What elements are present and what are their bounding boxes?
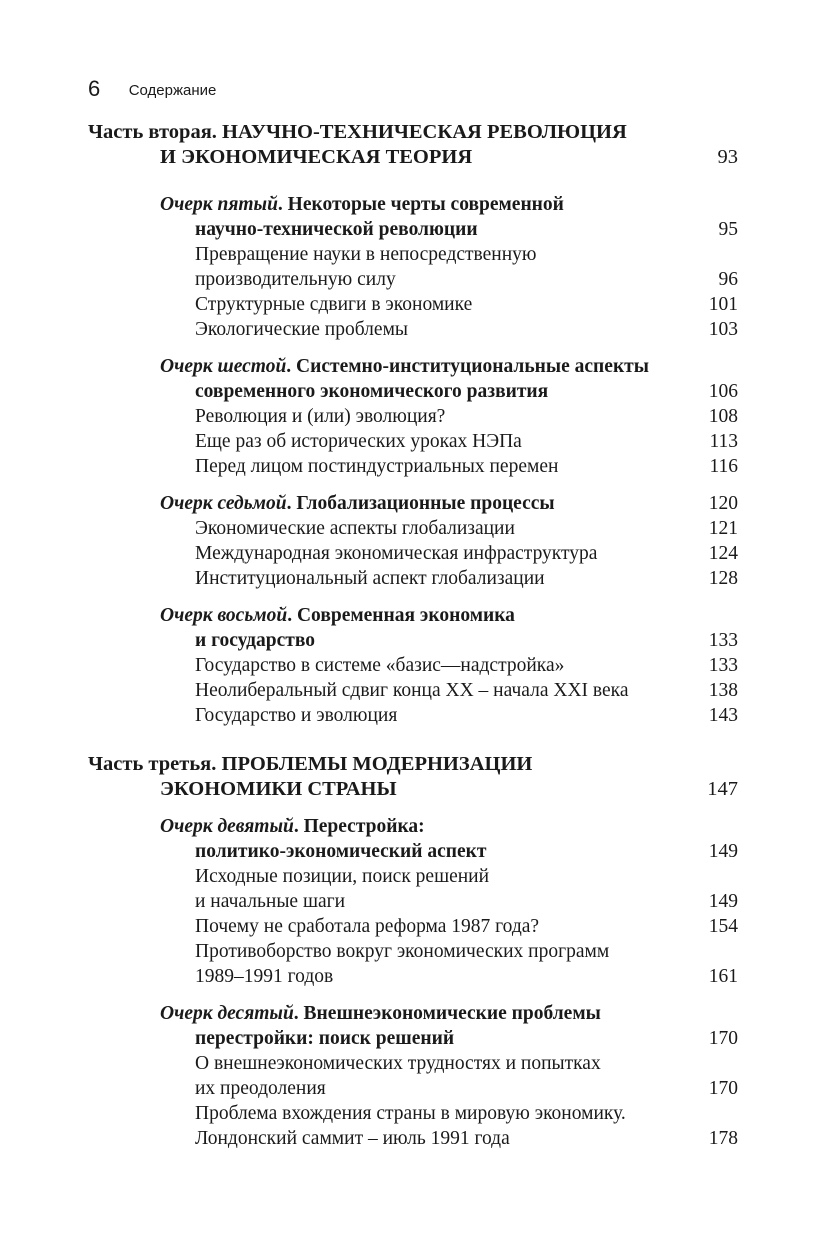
essay-heading: Очерк десятый. Внешнеэкономические проблемы (160, 1003, 601, 1024)
essay-title: современного экономического развития (195, 381, 549, 402)
page-number: 6 (88, 76, 101, 101)
essay-title: научно-технической революции (195, 219, 478, 240)
toc-entry (88, 653, 738, 678)
essay-title: Системно-институциональные аспекты (296, 356, 649, 377)
entry-text: производительную силу (195, 269, 396, 290)
entry-text: Экономические аспекты глобализации (195, 518, 515, 539)
essay-heading: Очерк пятый. Некоторые черты современной (160, 194, 564, 215)
essay-title: Современная экономика (296, 605, 515, 626)
entry-text: Революция и (или) эволюция? (195, 406, 446, 427)
toc-entry-cont (88, 1076, 738, 1101)
part-heading (88, 752, 738, 777)
essay-heading-cont (88, 217, 738, 242)
entry-text: Противоборство вокруг экономических программ (195, 941, 610, 962)
page-ref: 133 (708, 630, 738, 651)
essay-heading-cont (88, 839, 738, 864)
entry-text: Экологические проблемы (195, 319, 409, 340)
page-ref: 149 (708, 841, 738, 862)
part-label: Часть вторая. (88, 121, 217, 143)
essay-heading-cont (88, 1026, 738, 1051)
part-title: НАУЧНО-ТЕХНИЧЕСКАЯ РЕВОЛЮЦИЯ (222, 121, 627, 143)
essay-title: и государство (195, 630, 315, 651)
entry-text: Исходные позиции, поиск решений (195, 866, 490, 887)
page-ref: 113 (709, 431, 738, 452)
toc-entry (88, 242, 738, 267)
part-title: И ЭКОНОМИЧЕСКАЯ ТЕОРИЯ (160, 146, 473, 168)
page-ref: 121 (708, 518, 738, 539)
toc-entry (88, 541, 738, 566)
toc-entry (88, 404, 738, 429)
part-title: ЭКОНОМИКИ СТРАНЫ (160, 778, 397, 800)
essay-heading-cont (88, 628, 738, 653)
toc-entry (88, 292, 738, 317)
entry-text: Проблема вхождения страны в мировую экономику. (195, 1103, 626, 1124)
page-ref: 138 (708, 680, 738, 701)
essay-heading-cont (88, 379, 738, 404)
entry-text: Государство в системе «базис—надстройка» (195, 655, 565, 676)
page-ref: 120 (708, 493, 738, 514)
essay-label: Очерк десятый (160, 1003, 294, 1024)
essay-label: Очерк пятый (160, 194, 278, 215)
entry-text: Структурные сдвиги в экономике (195, 294, 473, 315)
page-ref: 149 (708, 891, 738, 912)
essay-heading: Очерк седьмой. Глобализационные процессы 120 (160, 493, 738, 514)
toc-entry (88, 429, 738, 454)
part-title: ПРОБЛЕМЫ МОДЕРНИЗАЦИИ (221, 753, 533, 775)
toc-entry (88, 317, 738, 342)
toc-entry (88, 516, 738, 541)
toc-entry-cont (88, 1126, 738, 1151)
entry-text: Неолиберальный сдвиг конца XX – начала XXI века (195, 680, 629, 701)
essay-label: Очерк девятый (160, 816, 294, 837)
page-ref: 147 (707, 778, 738, 800)
toc-entry-cont (88, 964, 738, 989)
page-ref: 170 (708, 1028, 738, 1049)
essay-heading: Очерк восьмой. Современная экономика (160, 605, 515, 626)
page-ref: 93 (717, 146, 738, 168)
page-ref: 95 (718, 219, 738, 240)
essay-label: Очерк восьмой (160, 605, 288, 626)
toc-entry (88, 914, 738, 939)
entry-text: Институциональный аспект глобализации (195, 568, 545, 589)
page-ref: 143 (708, 705, 738, 726)
toc-entry (88, 703, 738, 728)
toc-entry (88, 1051, 738, 1076)
essay-label: Очерк седьмой (160, 493, 287, 514)
running-title: Содержание (128, 82, 217, 99)
entry-text: Превращение науки в непосредственную (195, 244, 537, 265)
page-ref: 170 (708, 1078, 738, 1099)
toc-entry (88, 678, 738, 703)
running-header (88, 76, 216, 102)
entry-text: Еще раз об исторических уроках НЭПа (195, 431, 522, 452)
page-ref: 124 (708, 543, 738, 564)
essay-title: Некоторые черты современной (287, 194, 564, 215)
toc-entry (88, 864, 738, 889)
toc-entry (88, 454, 738, 479)
part-heading-cont (88, 145, 738, 170)
part-label: Часть третья. (88, 753, 217, 775)
entry-text: их преодоления (195, 1078, 326, 1099)
entry-text: Государство и эволюция (195, 705, 398, 726)
entry-text: и начальные шаги (195, 891, 346, 912)
entry-text: Лондонский саммит – июль 1991 года (195, 1128, 510, 1149)
essay-title: Внешнеэкономические проблемы (303, 1003, 601, 1024)
toc-entry (88, 939, 738, 964)
toc-entry-cont (88, 267, 738, 292)
essay-title: Перестройка: (303, 816, 425, 837)
essay-heading: Очерк шестой. Системно-институциональные аспекты (160, 356, 649, 377)
essay-title: политико-экономический аспект (195, 841, 487, 862)
essay-title: Глобализационные процессы (296, 493, 555, 514)
part-heading-cont (88, 777, 738, 802)
essay-title: перестройки: поиск решений (195, 1028, 455, 1049)
page-ref: 106 (708, 381, 738, 402)
page-ref: 178 (708, 1128, 738, 1149)
entry-text: Международная экономическая инфраструктура (195, 543, 598, 564)
page-ref: 108 (708, 406, 738, 427)
essay-heading: Очерк девятый. Перестройка: (160, 816, 425, 837)
entry-text: Почему не сработала реформа 1987 года? (195, 916, 540, 937)
page-ref: 154 (708, 916, 738, 937)
page-ref: 101 (708, 294, 738, 315)
part-heading (88, 120, 738, 145)
page-ref: 161 (708, 966, 738, 987)
essay-label: Очерк шестой (160, 356, 287, 377)
page-ref: 116 (709, 456, 738, 477)
page-ref: 96 (718, 269, 738, 290)
toc-entry (88, 1101, 738, 1126)
page-ref: 128 (708, 568, 738, 589)
entry-text: 1989–1991 годов (195, 966, 334, 987)
page-ref: 133 (708, 655, 738, 676)
entry-text: О внешнеэкономических трудностях и попытках (195, 1053, 601, 1074)
toc-entry (88, 566, 738, 591)
entry-text: Перед лицом постиндустриальных перемен (195, 456, 559, 477)
table-of-contents (88, 120, 738, 1151)
page-ref: 103 (708, 319, 738, 340)
toc-entry-cont (88, 889, 738, 914)
